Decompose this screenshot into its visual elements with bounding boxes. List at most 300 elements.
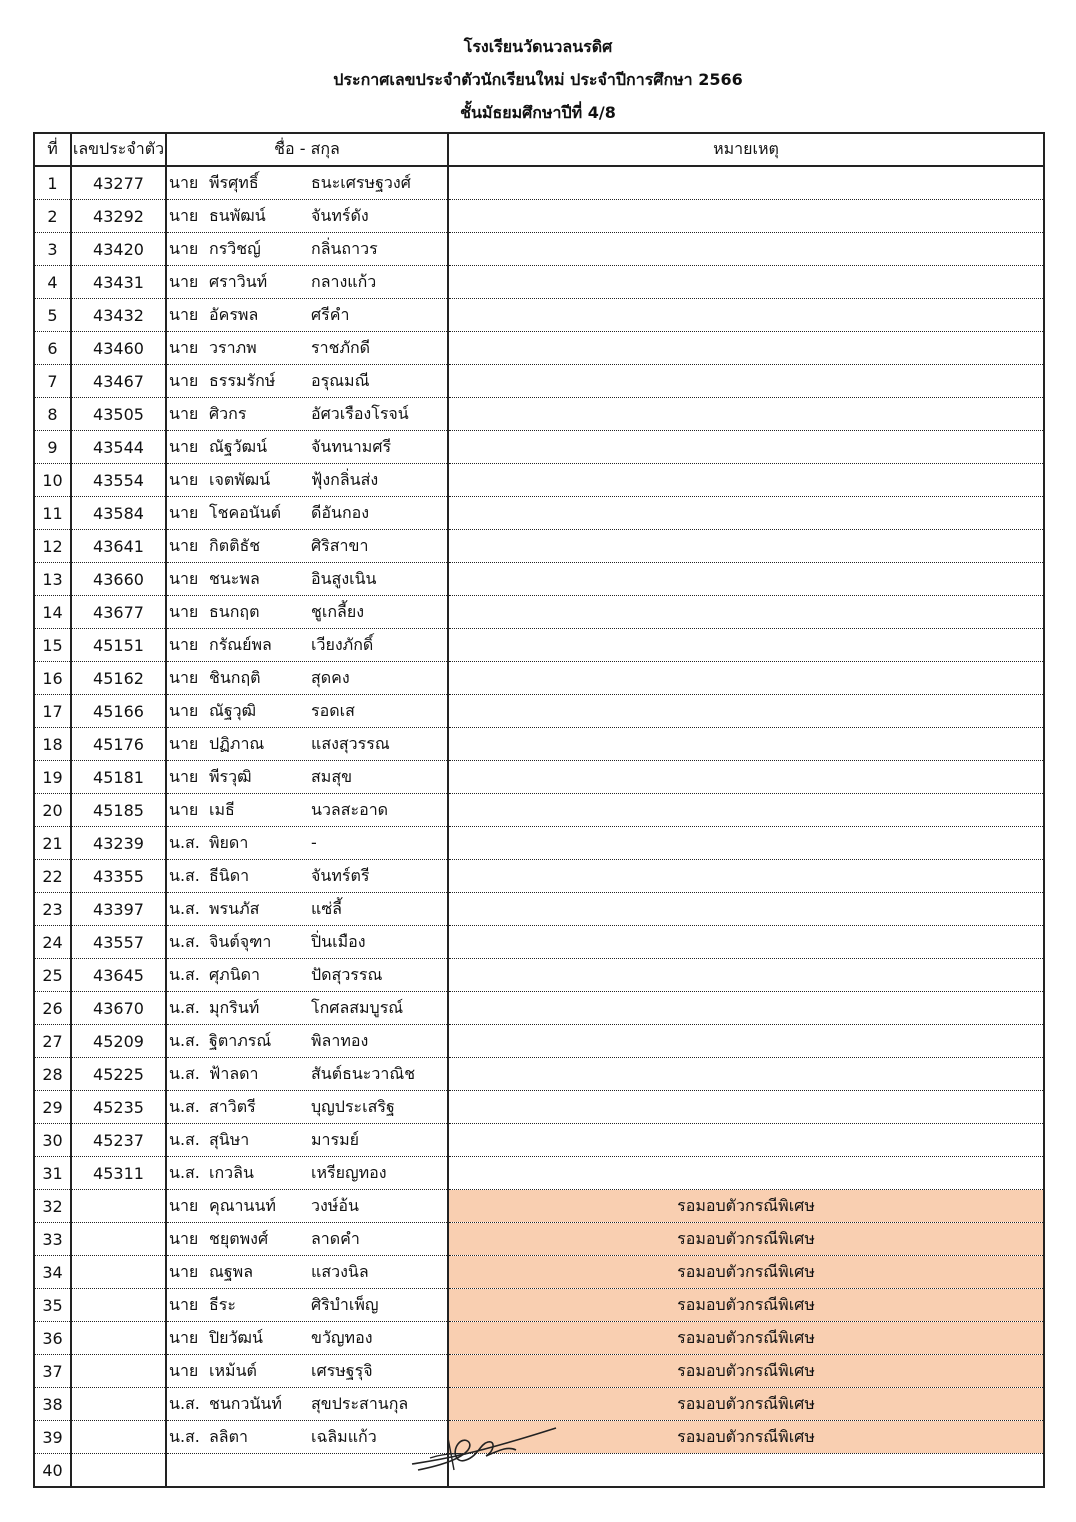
student-name (166, 596, 448, 629)
last-name: ดีอันกอง (311, 502, 370, 522)
row-number: 38 (34, 1388, 71, 1421)
remark: รอมอบตัวกรณีพิเศษ (448, 1190, 1044, 1223)
student-name (166, 200, 448, 233)
name-prefix: น.ส. (169, 1030, 200, 1050)
remark (448, 1058, 1044, 1091)
student-id: 45162 (71, 662, 166, 695)
table-row (34, 893, 1044, 926)
table-row (34, 1091, 1044, 1124)
student-name (166, 1256, 448, 1289)
first-name: ณัฐวุฒิ (209, 700, 257, 720)
row-number: 10 (34, 464, 71, 497)
name-prefix: นาย (169, 304, 199, 324)
name-prefix: นาย (169, 634, 199, 654)
student-id (71, 1355, 166, 1388)
last-name: สมสุข (311, 766, 353, 786)
student-id (71, 1388, 166, 1421)
column-header-name: ชื่อ - สกุล (166, 133, 448, 166)
student-name (166, 1355, 448, 1388)
student-id: 43420 (71, 233, 166, 266)
name-prefix: นาย (169, 337, 199, 357)
name-prefix: น.ส. (169, 1426, 200, 1446)
student-name (166, 332, 448, 365)
row-number: 8 (34, 398, 71, 431)
first-name: อัครพล (209, 304, 259, 324)
last-name: ธนะเศรษฐวงศ์ (311, 172, 411, 192)
student-name (166, 827, 448, 860)
remark (448, 530, 1044, 563)
student-name (166, 1058, 448, 1091)
student-id: 43641 (71, 530, 166, 563)
first-name: พิยดา (209, 832, 249, 852)
last-name: อินสูงเนิน (311, 568, 377, 588)
name-prefix: นาย (169, 172, 199, 192)
table-row (34, 1058, 1044, 1091)
remark (448, 365, 1044, 398)
remark (448, 959, 1044, 992)
first-name: เกวลิน (209, 1162, 254, 1182)
table-row (34, 761, 1044, 794)
table-row (34, 596, 1044, 629)
last-name: ศรีคำ (311, 304, 350, 324)
student-name (166, 266, 448, 299)
last-name: กลิ่นถาวร (311, 238, 378, 258)
table-row (34, 464, 1044, 497)
first-name: ฟ้าลดา (209, 1063, 259, 1083)
row-number: 3 (34, 233, 71, 266)
student-id: 45151 (71, 629, 166, 662)
name-prefix: นาย (169, 799, 199, 819)
student-id: 45185 (71, 794, 166, 827)
remark (448, 761, 1044, 794)
name-prefix: นาย (169, 271, 199, 291)
name-prefix: นาย (169, 1294, 199, 1314)
first-name: ณฐพล (209, 1261, 254, 1281)
name-prefix: น.ส. (169, 1162, 200, 1182)
student-id (71, 1256, 166, 1289)
student-id: 43460 (71, 332, 166, 365)
remark (448, 1124, 1044, 1157)
name-prefix: นาย (169, 1327, 199, 1347)
student-id (71, 1223, 166, 1256)
student-name (166, 1025, 448, 1058)
remark (448, 431, 1044, 464)
first-name: กิตติธัช (209, 535, 261, 555)
remark: รอมอบตัวกรณีพิเศษ (448, 1355, 1044, 1388)
name-prefix: นาย (169, 403, 199, 423)
column-header-no: ที่ (34, 133, 71, 166)
last-name: ศิริสาขา (311, 535, 369, 555)
last-name: วงษ์อ้น (311, 1195, 359, 1215)
student-id: 43432 (71, 299, 166, 332)
table-row (34, 860, 1044, 893)
table-row (34, 1388, 1044, 1421)
remark (448, 266, 1044, 299)
student-id: 43292 (71, 200, 166, 233)
row-number: 37 (34, 1355, 71, 1388)
name-prefix: นาย (169, 1261, 199, 1281)
student-name (166, 563, 448, 596)
name-prefix: น.ส. (169, 1129, 200, 1149)
student-name (166, 629, 448, 662)
last-name: มารมย์ (311, 1129, 360, 1149)
row-number: 24 (34, 926, 71, 959)
student-name (166, 431, 448, 464)
table-row (34, 629, 1044, 662)
row-number: 18 (34, 728, 71, 761)
student-id: 45166 (71, 695, 166, 728)
row-number: 22 (34, 860, 71, 893)
first-name: พีรศุทธิ์ (209, 172, 259, 192)
last-name: แสวงนิล (311, 1261, 369, 1281)
remark (448, 629, 1044, 662)
remark (448, 200, 1044, 233)
name-prefix: น.ส. (169, 865, 200, 885)
remark (448, 1091, 1044, 1124)
student-name (166, 794, 448, 827)
student-id: 43554 (71, 464, 166, 497)
student-name (166, 365, 448, 398)
student-name (166, 761, 448, 794)
table-row (34, 1190, 1044, 1223)
student-name (166, 860, 448, 893)
student-id (71, 1289, 166, 1322)
last-name: ลาดคำ (311, 1228, 360, 1248)
last-name: พิลาทอง (311, 1030, 369, 1050)
student-id (71, 1322, 166, 1355)
student-name (166, 893, 448, 926)
name-prefix: นาย (169, 1228, 199, 1248)
student-id: 43645 (71, 959, 166, 992)
name-prefix: น.ส. (169, 1096, 200, 1116)
first-name: คุณานนท์ (209, 1195, 276, 1215)
table-row (34, 794, 1044, 827)
name-prefix: น.ส. (169, 964, 200, 984)
student-id: 45209 (71, 1025, 166, 1058)
last-name: ศิริบำเพ็ญ (311, 1294, 379, 1314)
name-prefix: น.ส. (169, 832, 200, 852)
last-name: เศรษฐรุจิ (311, 1360, 373, 1380)
name-prefix: นาย (169, 700, 199, 720)
remark (448, 794, 1044, 827)
name-prefix: นาย (169, 733, 199, 753)
first-name: วราภพ (209, 337, 257, 357)
remark (448, 662, 1044, 695)
remark (448, 398, 1044, 431)
row-number: 40 (34, 1454, 71, 1488)
last-name: เหรียญทอง (311, 1162, 387, 1182)
remark (448, 827, 1044, 860)
table-row (34, 166, 1044, 200)
student-id: 45311 (71, 1157, 166, 1190)
row-number: 32 (34, 1190, 71, 1223)
signature-mark (408, 1420, 563, 1476)
student-id (71, 1190, 166, 1223)
first-name: ศราวินท์ (209, 271, 268, 291)
remark (448, 926, 1044, 959)
name-prefix: น.ส. (169, 1063, 200, 1083)
student-id: 43505 (71, 398, 166, 431)
table-row (34, 827, 1044, 860)
student-id: 43677 (71, 596, 166, 629)
table-row (34, 662, 1044, 695)
column-header-note: หมายเหตุ (448, 133, 1044, 166)
table-row (34, 431, 1044, 464)
name-prefix: นาย (169, 568, 199, 588)
student-id (71, 1454, 166, 1488)
first-name: ศุภนิดา (209, 964, 261, 984)
first-name: ศิวกร (209, 403, 247, 423)
first-name: ชินกฤติ (209, 667, 261, 687)
student-id: 45235 (71, 1091, 166, 1124)
table-row (34, 992, 1044, 1025)
last-name: ฟุ้งกลิ่นส่ง (311, 469, 379, 489)
table-row (34, 497, 1044, 530)
student-id: 43277 (71, 166, 166, 200)
name-prefix: นาย (169, 205, 199, 225)
announcement-title: ประกาศเลขประจำตัวนักเรียนใหม่ ประจำปีการศึกษา 2566 (333, 70, 743, 89)
remark (448, 166, 1044, 200)
first-name: ฐิตาภรณ์ (209, 1030, 272, 1050)
row-number: 29 (34, 1091, 71, 1124)
last-name: ปิ่นเมือง (311, 931, 366, 951)
row-number: 4 (34, 266, 71, 299)
student-name (166, 728, 448, 761)
row-number: 2 (34, 200, 71, 233)
last-name: เวียงภักดิ์ (311, 634, 374, 654)
table-row (34, 233, 1044, 266)
table-header-row (34, 133, 1044, 166)
row-number: 30 (34, 1124, 71, 1157)
school-name: โรงเรียนวัดนวลนรดิศ (463, 37, 613, 56)
row-number: 33 (34, 1223, 71, 1256)
row-number: 19 (34, 761, 71, 794)
student-name (166, 1223, 448, 1256)
last-name: ชูเกลี้ยง (311, 601, 365, 621)
name-prefix: นาย (169, 667, 199, 687)
last-name: อรุณมณี (311, 370, 370, 390)
row-number: 5 (34, 299, 71, 332)
row-number: 11 (34, 497, 71, 530)
student-name (166, 1289, 448, 1322)
remark (448, 299, 1044, 332)
table-row (34, 1256, 1044, 1289)
name-prefix: น.ส. (169, 1393, 200, 1413)
first-name: ธนพัฒน์ (209, 205, 266, 225)
row-number: 34 (34, 1256, 71, 1289)
first-name: ชนะพล (209, 568, 260, 588)
remark (448, 992, 1044, 1025)
row-number: 14 (34, 596, 71, 629)
row-number: 9 (34, 431, 71, 464)
first-name: ชยุตพงศ์ (209, 1228, 269, 1248)
remark (448, 596, 1044, 629)
name-prefix: นาย (169, 370, 199, 390)
remark (448, 1025, 1044, 1058)
last-name: ปัดสุวรรณ (311, 964, 383, 984)
name-prefix: นาย (169, 766, 199, 786)
remark (448, 860, 1044, 893)
table-row (34, 1322, 1044, 1355)
row-number: 27 (34, 1025, 71, 1058)
student-name (166, 1454, 448, 1488)
student-name (166, 959, 448, 992)
name-prefix: นาย (169, 601, 199, 621)
first-name: สาวิตรี (209, 1096, 256, 1116)
student-name (166, 1322, 448, 1355)
student-id: 45237 (71, 1124, 166, 1157)
first-name: พีรวุฒิ (209, 766, 252, 786)
student-id: 43239 (71, 827, 166, 860)
row-number: 26 (34, 992, 71, 1025)
row-number: 35 (34, 1289, 71, 1322)
table-row (34, 563, 1044, 596)
last-name: แสงสุวรรณ (311, 733, 390, 753)
class-level: ชั้นมัธยมศึกษาปีที่ 4/8 (460, 103, 616, 122)
row-number: 6 (34, 332, 71, 365)
remark (448, 695, 1044, 728)
first-name: มุกรินท์ (209, 997, 260, 1017)
first-name: สุนิษา (209, 1129, 250, 1149)
student-id: 43544 (71, 431, 166, 464)
first-name: ชนกวนันท์ (209, 1393, 282, 1413)
remark (448, 728, 1044, 761)
row-number: 25 (34, 959, 71, 992)
table-row (34, 1157, 1044, 1190)
remark: รอมอบตัวกรณีพิเศษ (448, 1223, 1044, 1256)
last-name: แซ่ลี้ (311, 898, 342, 918)
row-number: 36 (34, 1322, 71, 1355)
remark (448, 563, 1044, 596)
last-name: - (311, 832, 317, 852)
remark: รอมอบตัวกรณีพิเศษ (448, 1256, 1044, 1289)
student-id: 43355 (71, 860, 166, 893)
row-number: 28 (34, 1058, 71, 1091)
remark (448, 893, 1044, 926)
student-id: 43397 (71, 893, 166, 926)
student-name (166, 299, 448, 332)
student-id: 43584 (71, 497, 166, 530)
row-number: 21 (34, 827, 71, 860)
row-number: 13 (34, 563, 71, 596)
first-name: กรัณย์พล (209, 634, 272, 654)
student-id: 43557 (71, 926, 166, 959)
student-name (166, 662, 448, 695)
student-name (166, 1421, 448, 1454)
first-name: จินต์จุฑา (209, 931, 272, 951)
remark (448, 233, 1044, 266)
row-number: 16 (34, 662, 71, 695)
remark: รอมอบตัวกรณีพิเศษ (448, 1388, 1044, 1421)
last-name: จันทนามศรี (311, 436, 392, 456)
last-name: จันทร์ดัง (311, 205, 369, 225)
first-name: ณัฐวัฒน์ (209, 436, 268, 456)
remark: รอมอบตัวกรณีพิเศษ (448, 1421, 1044, 1454)
student-name (166, 398, 448, 431)
table-row (34, 1124, 1044, 1157)
first-name: ธรรมรักษ์ (209, 370, 276, 390)
student-id: 43431 (71, 266, 166, 299)
first-name: ธีระ (209, 1294, 236, 1314)
name-prefix: นาย (169, 436, 199, 456)
table-row (34, 266, 1044, 299)
student-id: 45176 (71, 728, 166, 761)
table-row (34, 1223, 1044, 1256)
student-name (166, 233, 448, 266)
student-id (71, 1421, 166, 1454)
student-name (166, 1388, 448, 1421)
roster-body (34, 166, 1044, 1487)
student-name (166, 1091, 448, 1124)
name-prefix: นาย (169, 1195, 199, 1215)
first-name: ลลิตา (209, 1426, 248, 1446)
table-row (34, 530, 1044, 563)
student-id: 43660 (71, 563, 166, 596)
remark: รอมอบตัวกรณีพิเศษ (448, 1322, 1044, 1355)
row-number: 20 (34, 794, 71, 827)
last-name: สุขประสานกุล (311, 1393, 409, 1413)
table-row (34, 299, 1044, 332)
table-row (34, 728, 1044, 761)
remark (448, 1157, 1044, 1190)
last-name: สันต์ธนะวาณิช (311, 1063, 416, 1083)
student-roster-table (33, 132, 1045, 1488)
last-name: โกศลสมบูรณ์ (311, 997, 404, 1017)
row-number: 39 (34, 1421, 71, 1454)
name-prefix: นาย (169, 502, 199, 522)
name-prefix: นาย (169, 469, 199, 489)
student-name (166, 497, 448, 530)
table-row (34, 1289, 1044, 1322)
last-name: สุดคง (311, 667, 350, 687)
table-row (34, 398, 1044, 431)
remark (448, 332, 1044, 365)
name-prefix: น.ส. (169, 997, 200, 1017)
table-row (34, 1355, 1044, 1388)
first-name: เหม้นต์ (209, 1360, 257, 1380)
name-prefix: น.ส. (169, 898, 200, 918)
student-name (166, 1190, 448, 1223)
name-prefix: นาย (169, 238, 199, 258)
student-id: 45181 (71, 761, 166, 794)
first-name: ปิยวัฒน์ (209, 1327, 263, 1347)
table-row (34, 332, 1044, 365)
document-header (0, 30, 1076, 129)
student-id: 43670 (71, 992, 166, 1025)
table-row (34, 1025, 1044, 1058)
student-name (166, 166, 448, 200)
first-name: เจตพัฒน์ (209, 469, 271, 489)
last-name: อัศวเรืองโรจน์ (311, 403, 409, 423)
student-id: 43467 (71, 365, 166, 398)
first-name: กรวิชญ์ (209, 238, 261, 258)
remark (448, 497, 1044, 530)
table-row (34, 695, 1044, 728)
student-name (166, 992, 448, 1025)
row-number: 7 (34, 365, 71, 398)
row-number: 15 (34, 629, 71, 662)
row-number: 17 (34, 695, 71, 728)
student-id: 45225 (71, 1058, 166, 1091)
student-name (166, 530, 448, 563)
first-name: เมธี (209, 799, 235, 819)
student-name (166, 1124, 448, 1157)
row-number: 23 (34, 893, 71, 926)
name-prefix: นาย (169, 535, 199, 555)
name-prefix: น.ส. (169, 931, 200, 951)
last-name: ราชภักดี (311, 337, 371, 357)
student-name (166, 926, 448, 959)
